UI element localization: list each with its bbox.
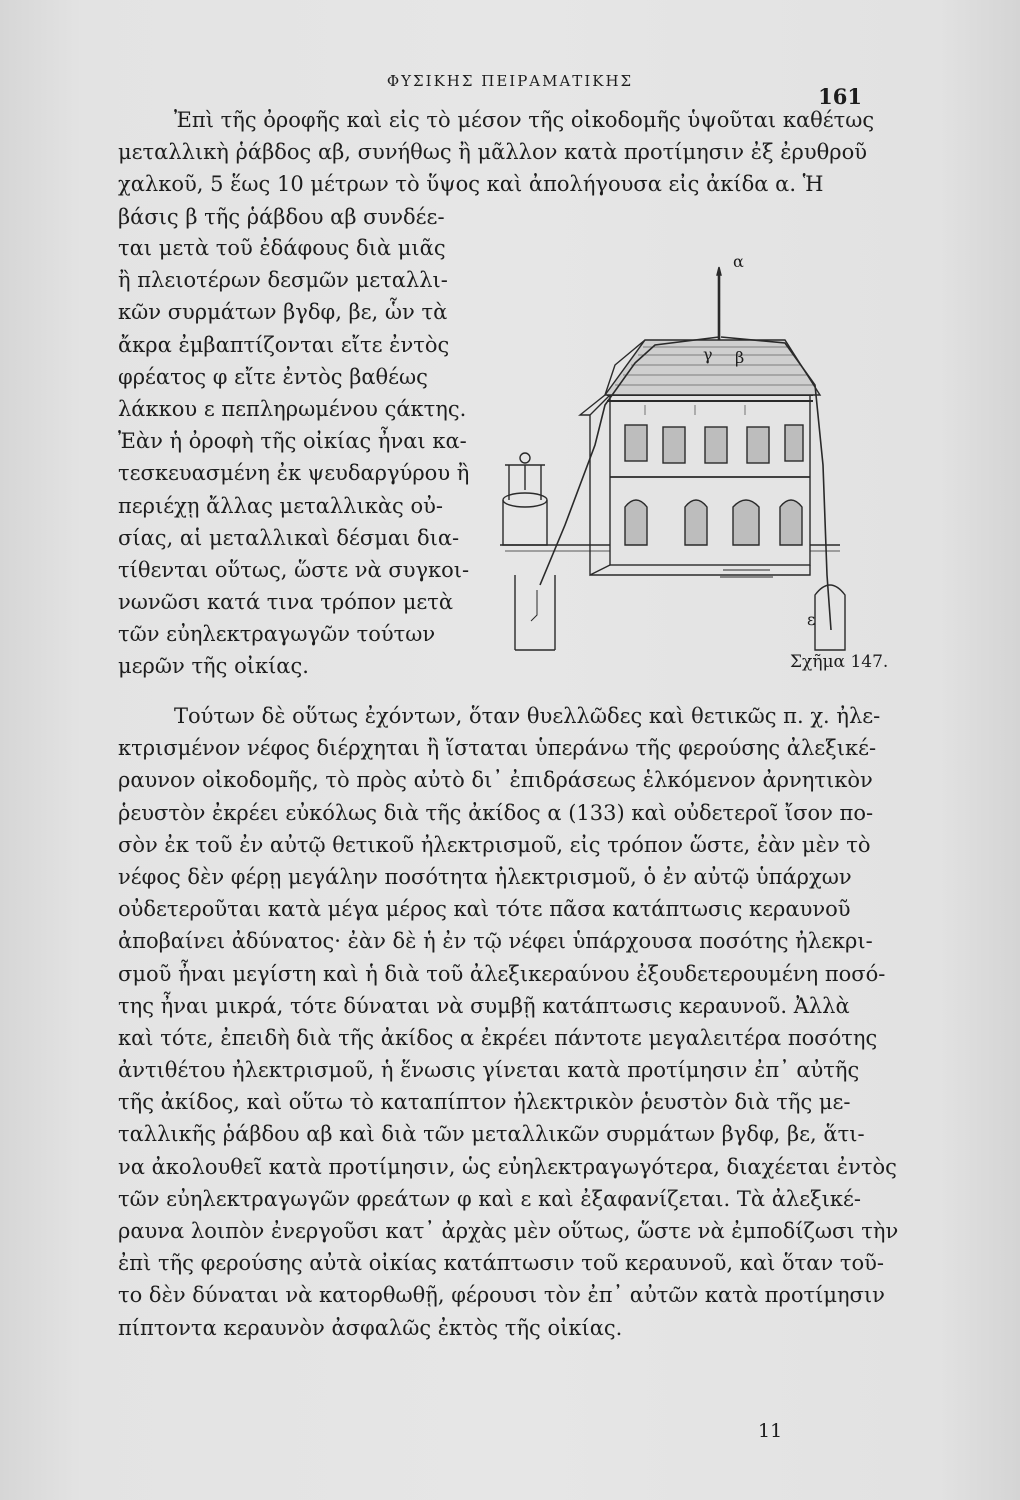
text-line: νέφος δὲν φέρῃ μεγάλην ποσότητα ἠλεκτρισμοῦ, ὁ ἐν αὐτῷ ὑπάρχων	[118, 864, 852, 889]
paragraph-2	[118, 700, 899, 1344]
text-line: νωνῶσι κατά τινα τρόπον μετὰ	[118, 590, 454, 615]
page-number: 161	[818, 84, 862, 109]
text-line: μεταλλικὴ ῥάβδος αβ, συνήθως ἢ μᾶλλον κατὰ προτίμησιν ἐξ ἐρυθροῦ	[118, 140, 868, 165]
label-alpha: α	[733, 252, 744, 271]
underground-well	[515, 575, 555, 650]
text-line: τῶν εὐηλεκτραγωγῶν τούτων	[118, 622, 436, 647]
figure-caption: Σχῆμα 147.	[790, 652, 889, 672]
text-line: καὶ τότε, ἐπειδὴ διὰ τῆς ἀκίδος α ἐκρέει πάντοτε μεγαλειτέρα ποσότης	[118, 1025, 878, 1050]
text-line: ταλλικῆς ῥάβδου αβ καὶ διὰ τῶν μεταλλικῶν συρμάτων βγδφ, βε, ἅτι-	[118, 1122, 865, 1147]
text-line: ἀντιθέτου ἠλεκτρισμοῦ, ἡ ἕνωσις γίνεται κατὰ προτίμησιν ἐπ᾽ αὐτῆς	[118, 1058, 860, 1083]
text-line: της ἦναι μικρά, τότε δύναται νὰ συμβῇ κατάπτωσις κεραυνοῦ. Ἀλλὰ	[118, 993, 850, 1018]
text-line: μερῶν τῆς οἰκίας.	[118, 654, 309, 679]
signature-mark: 11	[758, 1420, 783, 1442]
text-line: τῆς ἀκίδος, καὶ οὕτω τὸ καταπίπτον ἠλεκτρικὸν ῥευστὸν διὰ τῆς με-	[118, 1090, 851, 1115]
house-engraving	[495, 245, 850, 665]
text-line: οὐδετεροῦται κατὰ μέγα μέρος καὶ τότε πᾶσα κατάπτωσις κεραυνοῦ	[118, 897, 851, 922]
label-beta: β	[735, 348, 745, 367]
label-epsilon: ε	[807, 610, 816, 629]
running-title: ΦΥΣΙΚΗΣ ΠΕΙΡΑΜΑΤΙΚΗΣ	[386, 72, 634, 90]
text-line: σὸν ἐκ τοῦ ἐν αὐτῷ θετικοῦ ἠλεκτρισμοῦ, εἰς τρόπον ὥστε, ἐὰν μὲν τὸ	[118, 832, 871, 857]
text-line: κῶν συρμάτων βγδφ, βε, ὧν τὰ	[118, 300, 448, 325]
text-line: τῶν εὐηλεκτραγωγῶν φρεάτων φ καὶ ε καὶ ἐξαφανίζεται. Τὰ ἀλεξικέ-	[118, 1186, 861, 1211]
paragraph-1-top	[118, 104, 878, 233]
text-line: το δὲν δύναται νὰ κατορθωθῇ, φέρουσι τὸν ἐπ᾽ αὐτῶν κατὰ προτίμησιν	[118, 1283, 885, 1308]
text-line: χαλκοῦ, 5 ἕως 10 μέτρων τὸ ὕψος καὶ ἀπολήγουσα εἰς ἀκίδα α. Ἡ	[118, 172, 824, 197]
text-line: λάκκου ε πεπληρωμένου ςάκτης.	[118, 396, 467, 421]
text-line: ἀποβαίνει ἀδύνατος· ἐὰν δὲ ἡ ἐν τῷ νέφει ὑπάρχουσα ποσότης ἠλεκρι-	[118, 929, 873, 954]
text-line: Τούτων δὲ οὕτως ἐχόντων, ὅταν θυελλῶδες καὶ θετικῶς π. χ. ἠλε-	[174, 704, 881, 728]
text-line: περιέχῃ ἄλλας μεταλλικὰς οὐ-	[118, 493, 443, 518]
text-line: σμοῦ ἦναι μεγίστη καὶ ἡ διὰ τοῦ ἀλεξικεραύνου ἐξουδετερουμένη ποσό-	[118, 961, 886, 986]
text-line: ραυνα λοιπὸν ἐνεργοῦσι κατ᾽ ἀρχὰς μὲν οὕτως, ὥστε νὰ ἐμποδίζωσι τὴν	[118, 1219, 899, 1243]
text-line: σίας, αἱ μεταλλικαὶ δέσμαι δια-	[118, 525, 460, 550]
text-line: βάσις β τῆς ῥάβδου αβ συνδέε-	[118, 204, 445, 229]
text-line: ἄκρα ἐμβαπτίζονται εἴτε ἐντὸς	[118, 332, 450, 357]
well	[503, 453, 547, 545]
text-line: κτρισμένον νέφος διέρχηται ἢ ἵσταται ὑπεράνω τῆς φερούσης ἀλεξικέ-	[118, 736, 877, 761]
text-line: ραυνον οἰκοδομῆς, τὸ πρὸς αὐτὸ δι᾽ ἐπιδράσεως ἑλκόμενον ἀρνητικὸν	[118, 768, 873, 793]
text-line: πίπτοντα κεραυνὸν ἀσφαλῶς ἐκτὸς τῆς οἰκίας.	[118, 1315, 623, 1340]
text-line: ῥευστὸν ἐκρέει εὐκόλως διὰ τῆς ἀκίδος α (133) καὶ οὐδετεροῖ ἴσον πο-	[118, 800, 874, 825]
text-line: ἐπὶ τῆς φερούσης αὐτὰ οἰκίας κατάπτωσιν τοῦ κεραυνοῦ, καὶ ὅταν τοῦ-	[118, 1251, 884, 1276]
text-line: Ἐὰν ἡ ὀροφὴ τῆς οἰκίας ἦναι κα-	[118, 429, 467, 454]
paragraph-1-wrapped	[118, 232, 488, 683]
text-line: ἢ πλειοτέρων δεσμῶν μεταλλι-	[118, 268, 448, 293]
text-line: να ἀκολουθεῖ κατὰ προτίμησιν, ὡς εὐηλεκτραγωγότερα, διαχέεται ἐντὸς	[118, 1154, 897, 1179]
text-line: τεσκευασμένη ἐκ ψευδαργύρου ἢ	[118, 461, 470, 486]
text-line: φρέατος φ εἴτε ἐντὸς βαθέως	[118, 364, 428, 389]
text-line: ται μετὰ τοῦ ἐδάφους διὰ μιᾶς	[118, 236, 446, 260]
lightning-rod-figure	[495, 245, 850, 665]
text-line: τίθενται οὕτως, ὥστε νὰ συγκοι-	[118, 557, 470, 582]
text-line: Ἐπὶ τῆς ὀροφῆς καὶ εἰς τὸ μέσον τῆς οἰκοδομῆς ὑψοῦται καθέτως	[174, 108, 875, 132]
label-gamma: γ	[703, 345, 713, 364]
